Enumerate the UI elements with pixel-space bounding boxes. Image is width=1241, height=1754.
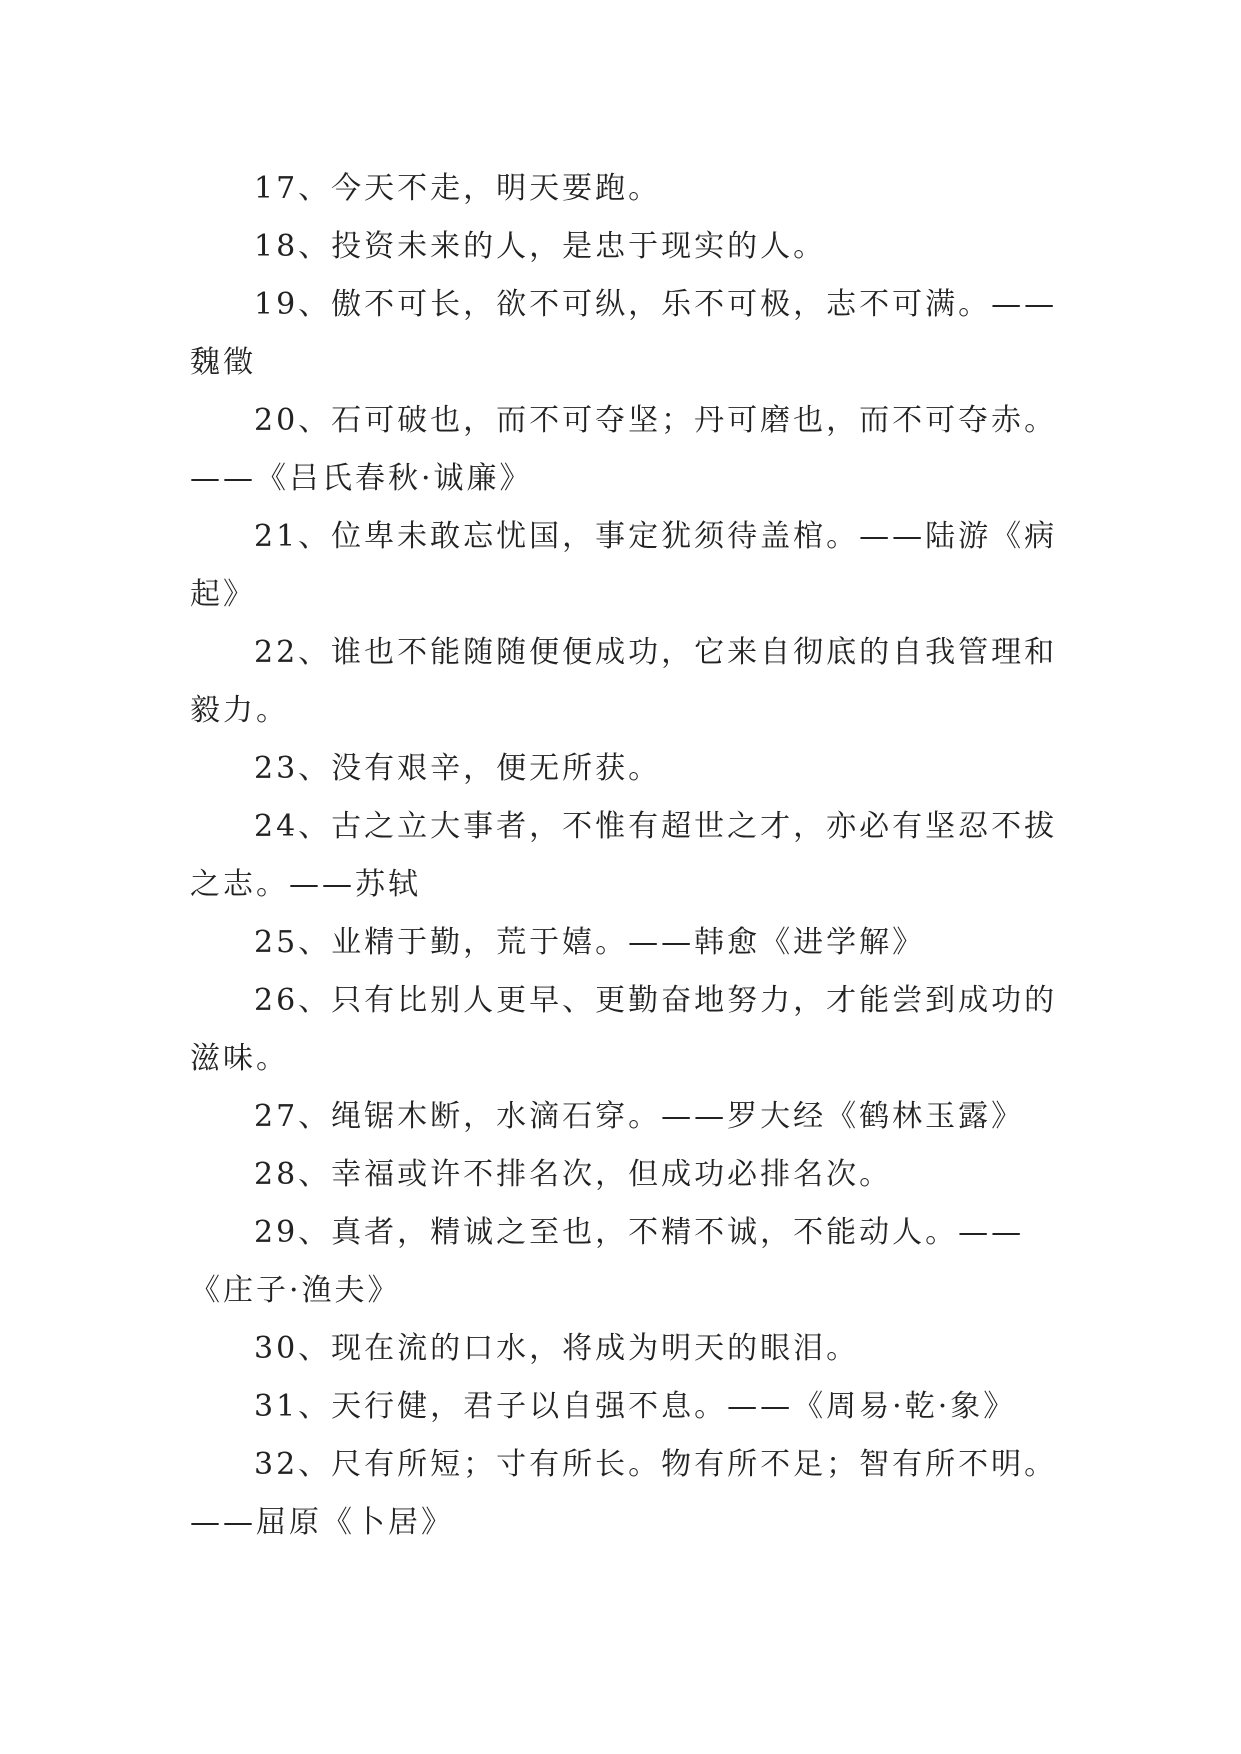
- quote-paragraph-30: 30、现在流的口水，将成为明天的眼泪。: [254, 1331, 860, 1366]
- quote-paragraph-27: 27、绳锯木断，水滴石穿。——罗大经《鹤林玉露》: [254, 1099, 1025, 1134]
- quote-paragraph-28: 28、幸福或许不排名次，但成功必排名次。: [254, 1157, 893, 1192]
- quote-paragraph-31: 31、天行健，君子以自强不息。——《周易·乾·象》: [254, 1389, 1017, 1424]
- quote-paragraph-22: 22、谁也不能随随便便成功，它来自彻底的自我管理和毅力。: [190, 635, 1058, 728]
- quote-paragraph-21: 21、位卑未敢忘忧国，事定犹须待盖棺。——陆游《病起》: [190, 519, 1058, 612]
- quote-paragraph-32: 32、尺有所短；寸有所长。物有所不足；智有所不明。——屈原《卜居》: [190, 1447, 1058, 1540]
- quote-paragraph-18: 18、投资未来的人，是忠于现实的人。: [254, 229, 827, 264]
- quote-paragraph-29: 29、真者，精诚之至也，不精不诚，不能动人。——《庄子·渔夫》: [190, 1215, 1025, 1308]
- quote-paragraph-20: 20、石可破也，而不可夺坚；丹可磨也，而不可夺赤。——《吕氏春秋·诚廉》: [190, 403, 1058, 496]
- quote-paragraph-24: 24、古之立大事者，不惟有超世之才，亦必有坚忍不拔之志。——苏轼: [190, 809, 1058, 902]
- quote-paragraph-17: 17、今天不走，明天要跑。: [254, 171, 662, 206]
- quote-paragraph-26: 26、只有比别人更早、更勤奋地努力，才能尝到成功的滋味。: [190, 983, 1058, 1076]
- quote-list: [190, 160, 1070, 1552]
- quote-paragraph-25: 25、业精于勤，荒于嬉。——韩愈《进学解》: [254, 925, 926, 960]
- quote-paragraph-23: 23、没有艰辛，便无所获。: [254, 751, 662, 786]
- quote-paragraph-19: 19、傲不可长，欲不可纵，乐不可极，志不可满。——魏徵: [190, 287, 1058, 380]
